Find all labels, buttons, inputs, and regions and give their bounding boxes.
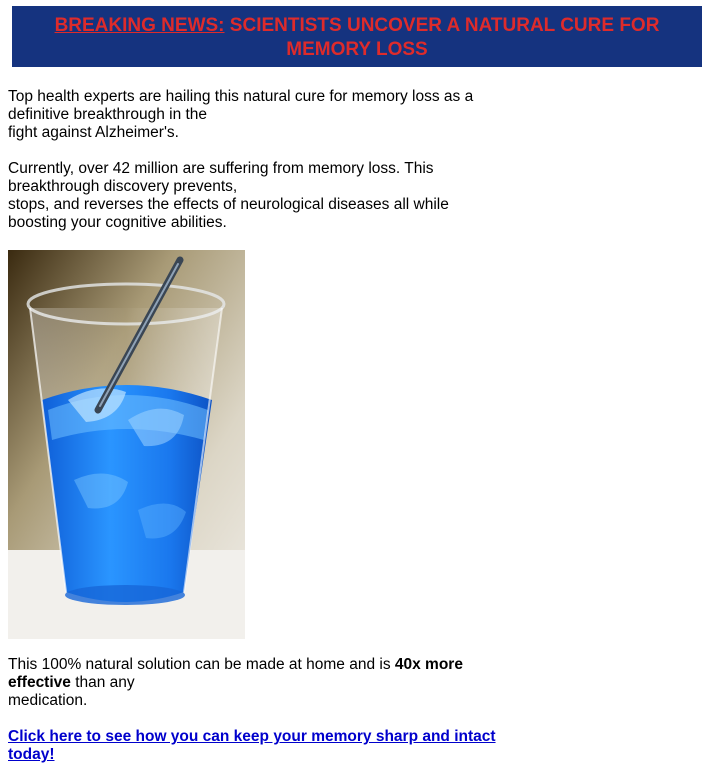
breaking-news-label: BREAKING NEWS: [54, 15, 225, 36]
intro-line-1: Top health experts are hailing this natural cure for memory loss as a definitive breakthrough in the [8, 88, 474, 123]
cta-link[interactable]: Click here to see how you can keep your memory sharp and intact today! [8, 728, 496, 763]
effectiveness-highlight: 40x more effective [8, 656, 463, 691]
solution-text-start: This 100% natural solution can be made at home and is [8, 656, 395, 673]
headline-banner [12, 6, 702, 67]
solution-text-middle: than any [70, 674, 135, 691]
solution-paragraph [8, 656, 498, 710]
solution-text-end: medication. [8, 692, 88, 709]
stats-line-1: Currently, over 42 million are suffering from memory loss. This breakthrough discovery prevents, [8, 160, 434, 195]
intro-paragraph [8, 88, 498, 142]
intro-line-2: fight against Alzheimer's. [8, 124, 179, 141]
blue-drink-glass-image [8, 250, 245, 639]
stats-line-2: stops, and reverses the effects of neurological diseases all while boosting your cognitive abilities. [8, 196, 449, 231]
stats-paragraph [8, 160, 498, 232]
article-body [8, 88, 498, 764]
headline-text: SCIENTISTS UNCOVER A NATURAL CURE FOR MEMORY LOSS [229, 15, 660, 60]
